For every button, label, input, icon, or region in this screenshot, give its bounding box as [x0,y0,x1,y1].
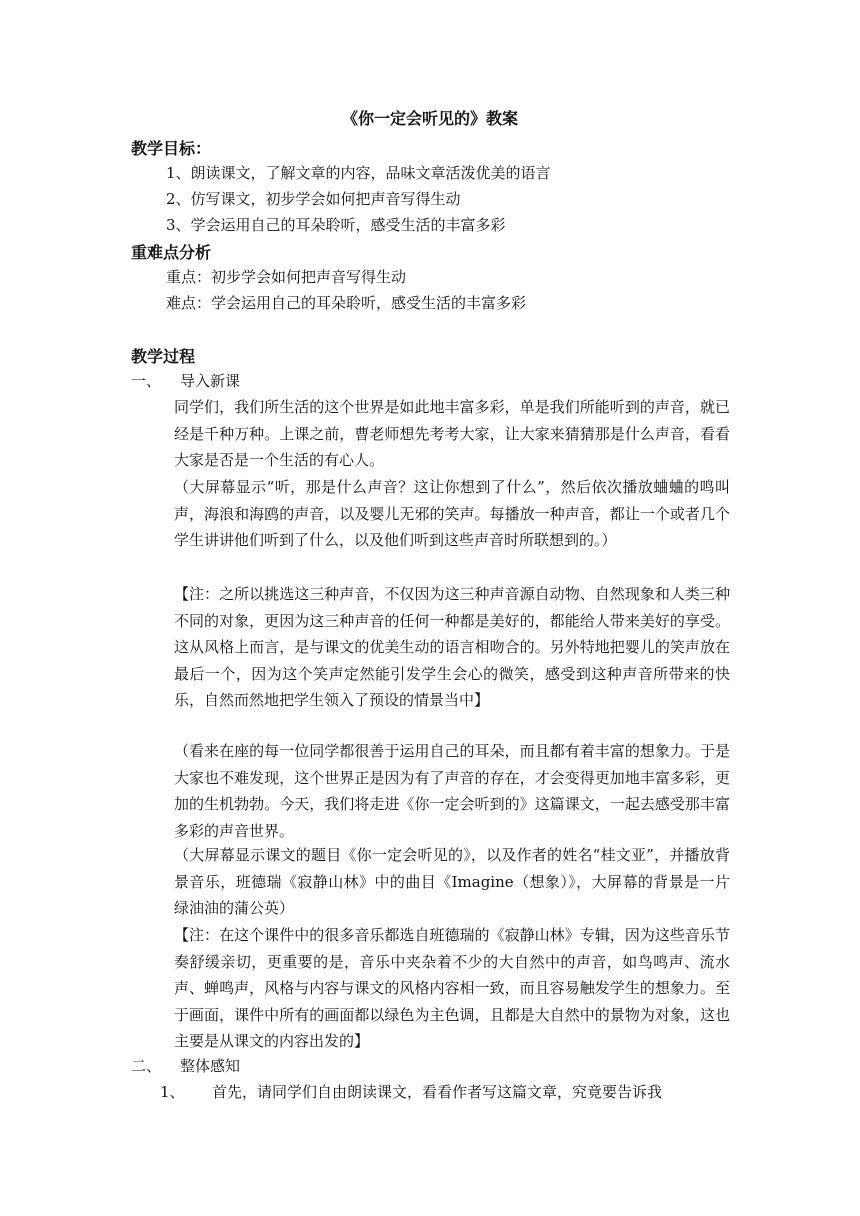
document-title: 《你一定会听见的》教案 [341,109,518,128]
section-1-number: 一、 [131,372,162,390]
analysis-heading: 重难点分析 [131,243,212,262]
paragraph-note-2: 【注：在这个课件中的很多音乐都选自班德瑞的《寂静山林》专辑，因为这些音乐节奏舒缓亲切，更重要的是，音乐中夹杂着不少的大自然中的声音，如鸟鸣声、流水声、蝉鸣声，风格与内容与课文的风格内容相一致，而且容易触发学生的想象力。至于画面，课件中所有的画面都以绿色为主色调，且都是大自然中的景物为对象，这也主要是从课文的内容出发的】 [174,926,730,1050]
paragraph-screen-title: （大屏幕显示课文的题目《你一定会听见的》，以及作者的姓名“桂文亚”，并播放背景音乐，班德瑞《寂静山林》中的曲目《Imagine（想象）》，大屏幕的背景是一片绿油油的蒲公英） [174,846,730,917]
step-1-text: 首先，请同学们自由朗读课文，看看作者写这篇文章，究竟要告诉我 [212,1083,663,1101]
step-1-number: 1、 [160,1083,185,1101]
goals-heading: 教学目标： [131,139,212,158]
goal-item-3: 3、学会运用自己的耳朵聆听，感受生活的丰富多彩 [166,216,506,234]
section-1-label: 导入新课 [180,372,241,390]
paragraph-intro: 同学们，我们所生活的这个世界是如此地丰富多彩，单是我们所能听到的声音，就已经是千种万种。上课之前，曹老师想先考考大家，让大家来猜猜那是什么声音，看看大家是否是一个生活的有心人。 [174,398,730,469]
section-2-label: 整体感知 [180,1057,241,1075]
goal-item-2: 2、仿写课文，初步学会如何把声音写得生动 [166,190,461,208]
process-heading: 教学过程 [131,347,196,366]
goal-item-1: 1、朗读课文，了解文章的内容，品味文章活泼优美的语言 [166,164,551,182]
key-point: 重点：初步学会如何把声音写得生动 [166,268,407,286]
paragraph-screen-sounds: （大屏幕显示“听，那是什么声音？这让你想到了什么”，然后依次播放蛐蛐的鸣叫声，海浪和海鸥的声音，以及婴儿无邪的笑声。每播放一种声音，都让一个或者几个学生讲讲他们听到了什么，以及他们听到这些声音时所联想到的。） [174,478,730,549]
section-2-number: 二、 [131,1057,162,1075]
difficult-point: 难点：学会运用自己的耳朵聆听，感受生活的丰富多彩 [166,294,527,312]
paragraph-transition: （看来在座的每一位同学都很善于运用自己的耳朵，而且都有着丰富的想象力。于是大家也不难发现，这个世界正是因为有了声音的存在，才会变得更加地丰富多彩，更加的生机勃勃。今天，我们将走进《你一定会听到的》这篇课文，一起去感受那丰富多彩的声音世界。 [174,742,730,840]
paragraph-note-1: 【注：之所以挑选这三种声音，不仅因为这三种声音源自动物、自然现象和人类三种不同的对象，更因为这三种声音的任何一种都是美好的，都能给人带来美好的享受。这从风格上而言，是与课文的优美生动的语言相吻合的。另外特地把婴儿的笑声放在最后一个，因为这个笑声定然能引发学生会心的微笑，感受到这种声音所带来的快乐，自然而然地把学生领入了预设的情景当中】 [174,585,730,709]
